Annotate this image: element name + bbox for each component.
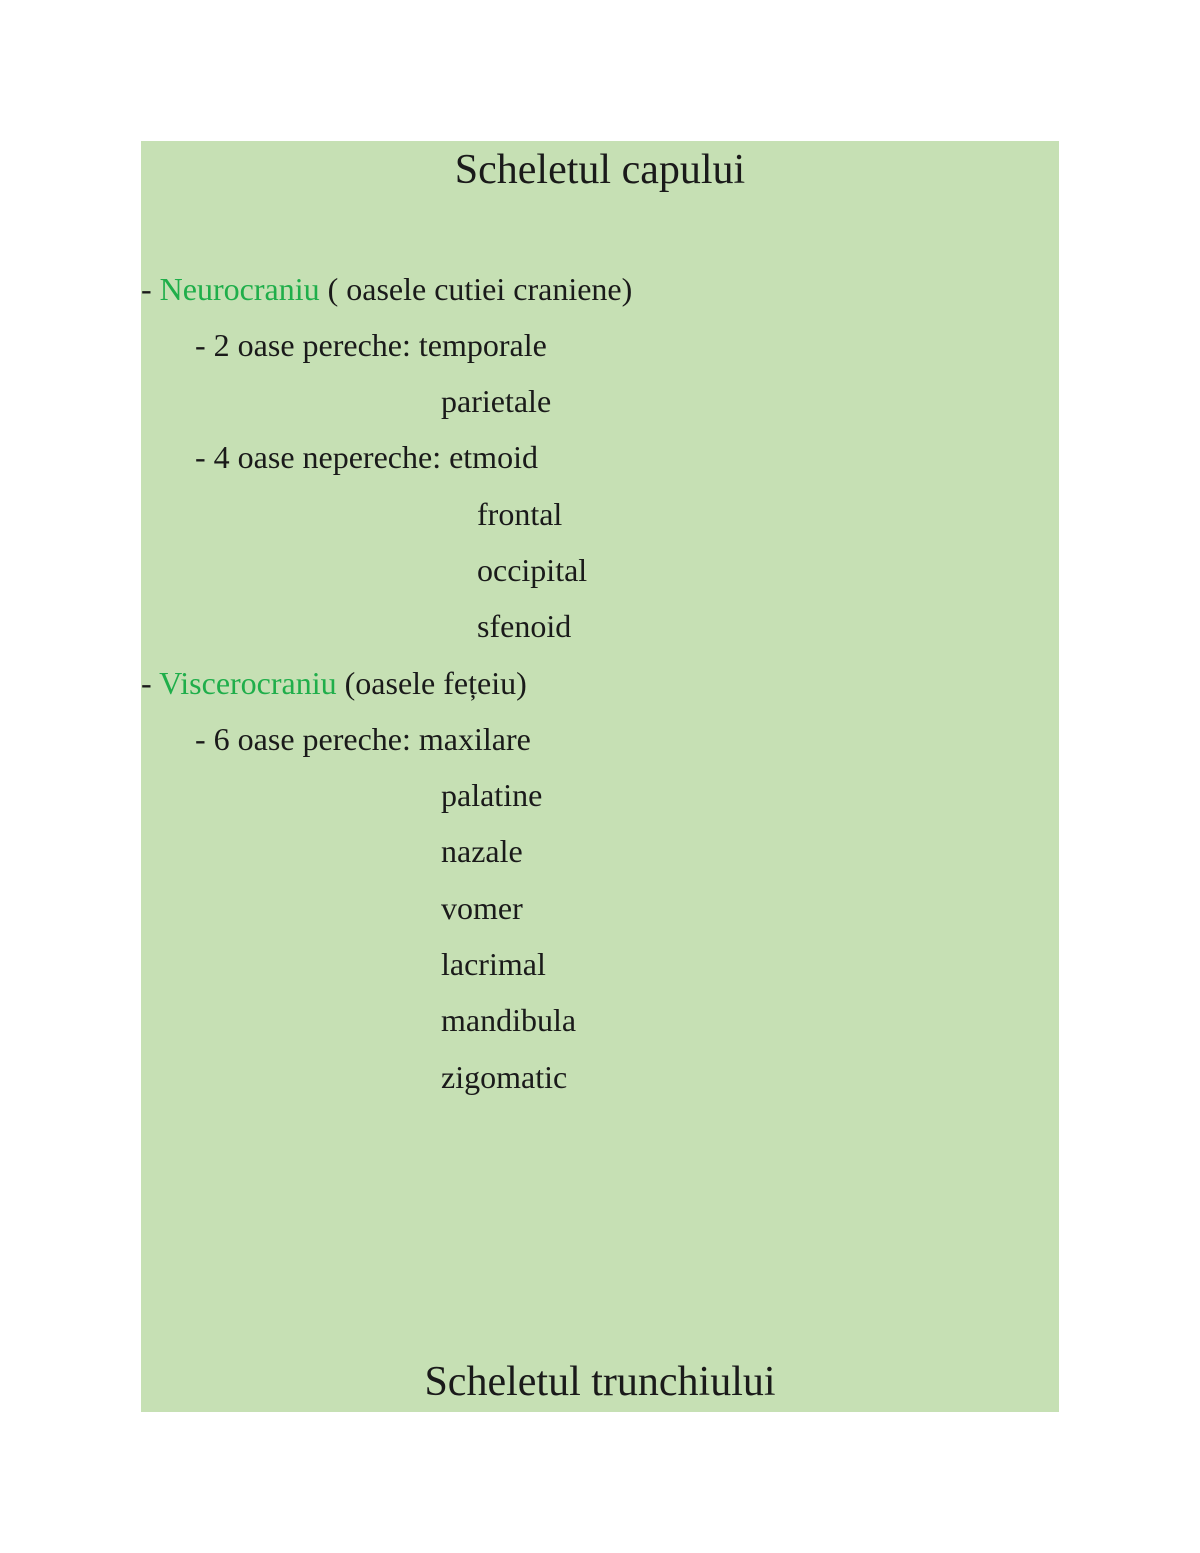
- neurocraniu-unpaired-line: [195, 437, 538, 477]
- neurocraniu-term: Neurocraniu: [159, 271, 320, 307]
- viscerocraniu-description: (oasele fețeiu): [336, 665, 527, 701]
- neurocraniu-paired-item: temporale: [418, 327, 547, 363]
- neurocraniu-unpaired-item: frontal: [477, 496, 563, 532]
- neurocraniu-unpaired-item: sfenoid: [477, 608, 572, 644]
- viscerocraniu-paired-label: - 6 oase pereche:: [195, 721, 419, 757]
- viscerocraniu-heading-line: [141, 663, 527, 703]
- viscerocraniu-paired-item: maxilare: [418, 721, 531, 757]
- neurocraniu-heading-line: [141, 269, 632, 309]
- neurocraniu-dash: -: [141, 271, 160, 307]
- heading-trunk-skeleton: Scheletul trunchiului: [424, 1359, 776, 1405]
- viscerocraniu-paired-item: mandibula: [441, 1002, 577, 1038]
- viscerocraniu-paired-item: palatine: [441, 777, 543, 813]
- heading-head-skeleton: Scheletul capului: [454, 147, 746, 193]
- viscerocraniu-paired-line: [195, 719, 531, 759]
- neurocraniu-paired-label: - 2 oase pereche:: [195, 327, 419, 363]
- neurocraniu-unpaired-item: etmoid: [449, 439, 538, 475]
- viscerocraniu-paired-item: vomer: [441, 890, 523, 926]
- viscerocraniu-paired-item: nazale: [441, 833, 523, 869]
- neurocraniu-unpaired-item: occipital: [477, 552, 588, 588]
- neurocraniu-description: ( oasele cutiei craniene): [319, 271, 633, 307]
- neurocraniu-paired-item: parietale: [441, 383, 552, 419]
- viscerocraniu-dash: -: [141, 665, 160, 701]
- viscerocraniu-paired-item: lacrimal: [441, 946, 546, 982]
- viscerocraniu-term: Viscerocraniu: [159, 665, 337, 701]
- neurocraniu-paired-line: [195, 325, 547, 365]
- document-page-block: [141, 141, 1059, 1412]
- viscerocraniu-paired-item: zigomatic: [441, 1059, 568, 1095]
- neurocraniu-unpaired-label: - 4 oase nepereche:: [195, 439, 450, 475]
